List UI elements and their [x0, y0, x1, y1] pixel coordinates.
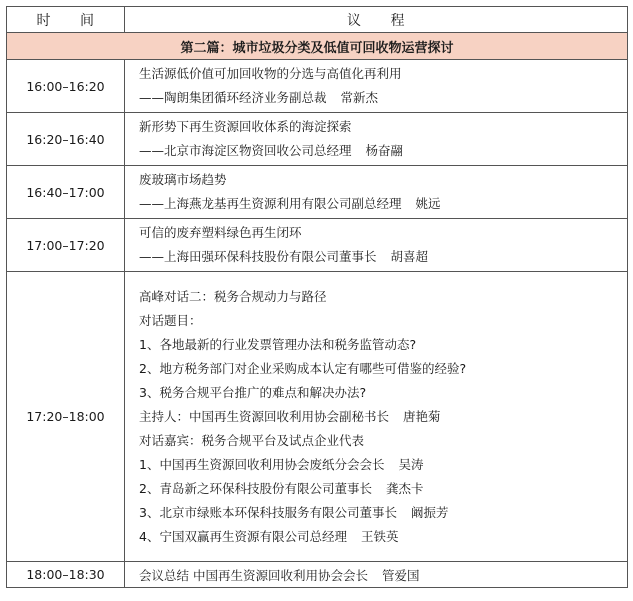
time-cell: 16:20–16:40 — [7, 113, 125, 166]
agenda-row — [7, 113, 628, 166]
topics-label: 对话题目： — [139, 312, 202, 328]
header-time: 时 间 — [7, 7, 125, 33]
topic-item: 1、各地最新的行业发票管理办法和税务监管动态? — [139, 336, 417, 352]
closing-row — [7, 562, 628, 588]
time-cell: 17:20–18:00 — [7, 272, 125, 562]
header-agenda: 议 程 — [125, 7, 628, 33]
closing-label: 会议总结 中国再生资源回收利用协会会长 — [139, 567, 368, 583]
speaker-line — [139, 192, 627, 216]
closing-cell — [125, 562, 628, 588]
time-cell: 16:00–16:20 — [7, 60, 125, 113]
speaker-role: ——上海田强环保科技股份有限公司董事长 — [139, 249, 377, 264]
item-cell — [125, 60, 628, 113]
guest-item — [139, 501, 627, 525]
speaker-role: ——陶朗集团循环经济业务副总裁 — [139, 90, 327, 105]
speaker-name: 常新杰 — [340, 90, 379, 105]
guest-name: 阚振芳 — [410, 504, 449, 520]
speaker-line — [139, 139, 627, 163]
talk-title: 可信的废弃塑料绿色再生闭环 — [139, 225, 302, 240]
agenda-row — [7, 60, 628, 113]
speaker-role: ——北京市海淀区物资回收公司总经理 — [139, 143, 352, 158]
dialogue-cell — [125, 272, 628, 562]
talk-title: 废玻璃市场趋势 — [139, 172, 227, 187]
dialogue-row — [7, 272, 628, 562]
speaker-line — [139, 245, 627, 269]
item-cell — [125, 113, 628, 166]
speaker-name: 胡喜超 — [390, 249, 429, 264]
talk-title: 新形势下再生资源回收体系的海淀探索 — [139, 119, 352, 134]
speaker-role: ——上海燕龙基再生资源利用有限公司副总经理 — [139, 196, 402, 211]
guest-item — [139, 453, 627, 477]
table-header-row — [7, 7, 628, 33]
section-title: 第二篇：城市垃圾分类及低值可回收物运营探讨 — [7, 33, 628, 60]
guest-org: 1、中国再生资源回收利用协会废纸分会会长 — [139, 456, 385, 472]
topic-item: 3、税务合规平台推广的难点和解决办法? — [139, 384, 367, 400]
dialogue-title: 高峰对话二：税务合规动力与路径 — [139, 288, 327, 304]
time-cell: 17:00–17:20 — [7, 219, 125, 272]
topic-item: 2、地方税务部门对企业采购成本认定有哪些可借鉴的经验? — [139, 360, 467, 376]
item-cell — [125, 166, 628, 219]
closing-name: 管爱国 — [381, 567, 420, 583]
agenda-row — [7, 219, 628, 272]
item-cell — [125, 219, 628, 272]
time-cell: 16:40–17:00 — [7, 166, 125, 219]
guest-name: 龚杰卡 — [385, 480, 424, 496]
guest-org: 3、北京市绿账本环保科技服务有限公司董事长 — [139, 504, 397, 520]
guest-name: 王铁英 — [360, 528, 399, 544]
guest-item — [139, 525, 627, 549]
time-cell: 18:00–18:30 — [7, 562, 125, 588]
guest-org: 4、宁国双赢再生资源有限公司总经理 — [139, 528, 347, 544]
guests-label: 对话嘉宾：税务合规平台及试点企业代表 — [139, 432, 365, 448]
talk-title: 生活源低价值可加回收物的分选与高值化再利用 — [139, 66, 402, 81]
agenda-row — [7, 166, 628, 219]
speaker-name: 杨奋翮 — [365, 143, 404, 158]
guest-item — [139, 477, 627, 501]
host-line — [139, 405, 627, 429]
guest-name: 吴涛 — [398, 456, 424, 472]
host-label: 主持人：中国再生资源回收利用协会副秘书长 — [139, 408, 390, 424]
guest-org: 2、青岛新之环保科技股份有限公司董事长 — [139, 480, 372, 496]
host-name: 唐艳菊 — [403, 408, 441, 424]
section-row — [7, 33, 628, 60]
speaker-name: 姚远 — [415, 196, 441, 211]
agenda-table — [6, 6, 628, 588]
speaker-line — [139, 86, 627, 110]
